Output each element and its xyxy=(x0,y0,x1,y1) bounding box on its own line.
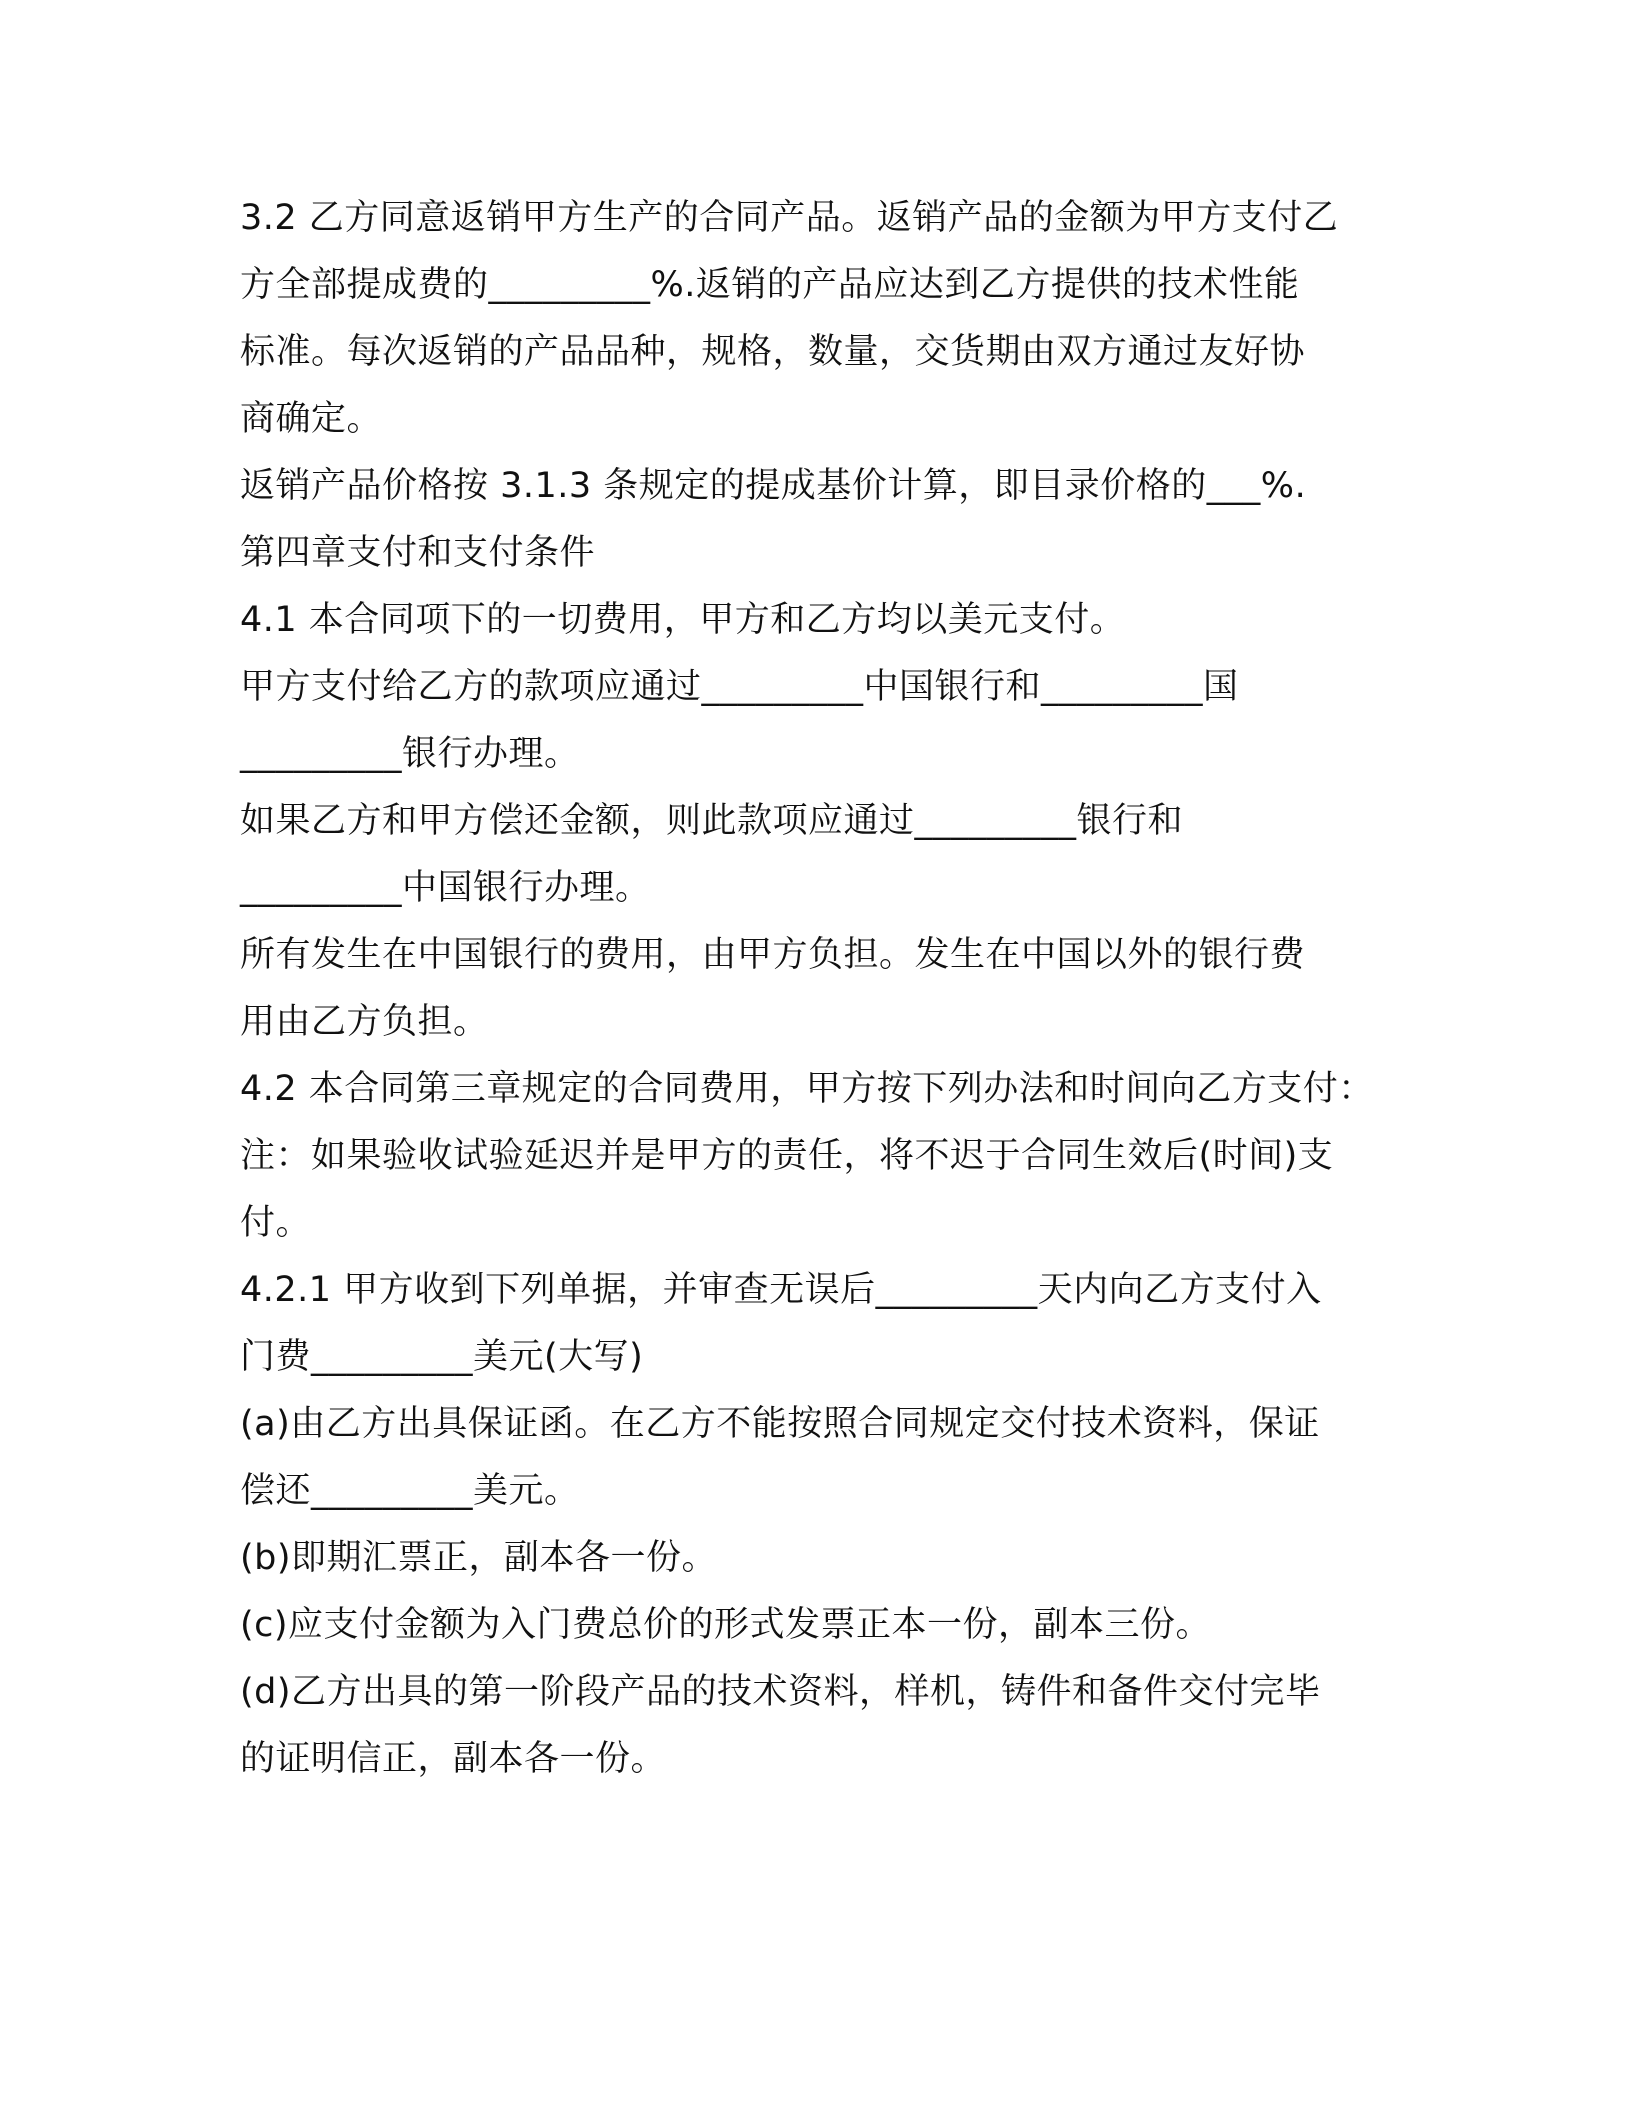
text-line: 如果乙方和甲方偿还金额，则此款项应通过_________银行和 xyxy=(240,801,1184,841)
text-line: 4.2.1 甲方收到下列单据，并审查无误后_________天内向乙方支付入 xyxy=(240,1270,1322,1310)
text-line: (a)由乙方出具保证函。在乙方不能按照合同规定交付技术资料，保证 xyxy=(240,1404,1320,1444)
text-line: 4.2 本合同第三章规定的合同费用，甲方按下列办法和时间向乙方支付： xyxy=(240,1069,1374,1109)
text-line: 用由乙方负担。 xyxy=(240,1002,489,1042)
text-line: (d)乙方出具的第一阶段产品的技术资料，样机，铸件和备件交付完毕 xyxy=(240,1672,1321,1712)
text-line: 付。 xyxy=(240,1203,312,1243)
text-line: 门费_________美元(大写) xyxy=(240,1337,644,1377)
text-line: 4.1 本合同项下的一切费用，甲方和乙方均以美元支付。 xyxy=(240,600,1126,640)
text-line: (c)应支付金额为入门费总价的形式发票正本一份，副本三份。 xyxy=(240,1605,1212,1645)
text-line: 返销产品价格按 3.1.3 条规定的提成基价计算，即目录价格的___%. xyxy=(240,466,1307,506)
text-line: (b)即期汇票正，副本各一份。 xyxy=(240,1538,718,1578)
text-line: 的证明信正，副本各一份。 xyxy=(240,1739,667,1779)
text-line: _________中国银行办理。 xyxy=(240,868,651,908)
text-line: 3.2 乙方同意返销甲方生产的合同产品。返销产品的金额为甲方支付乙 xyxy=(240,198,1339,238)
text-line: 商确定。 xyxy=(240,399,383,439)
text-line: 方全部提成费的_________%.返销的产品应达到乙方提供的技术性能 xyxy=(240,265,1300,305)
text-line: 注：如果验收试验延迟并是甲方的责任，将不迟于合同生效后(时间)支 xyxy=(240,1136,1334,1176)
text-line: 标准。每次返销的产品品种，规格，数量，交货期由双方通过友好协 xyxy=(240,332,1306,372)
text-line: 偿还_________美元。 xyxy=(240,1471,580,1511)
text-line: 甲方支付给乙方的款项应通过_________中国银行和_________国 xyxy=(240,667,1239,707)
contract-text-body xyxy=(240,185,1400,1793)
text-line: _________银行办理。 xyxy=(240,734,580,774)
text-line: 所有发生在中国银行的费用，由甲方负担。发生在中国以外的银行费 xyxy=(240,935,1306,975)
chapter-heading: 第四章支付和支付条件 xyxy=(240,533,596,573)
